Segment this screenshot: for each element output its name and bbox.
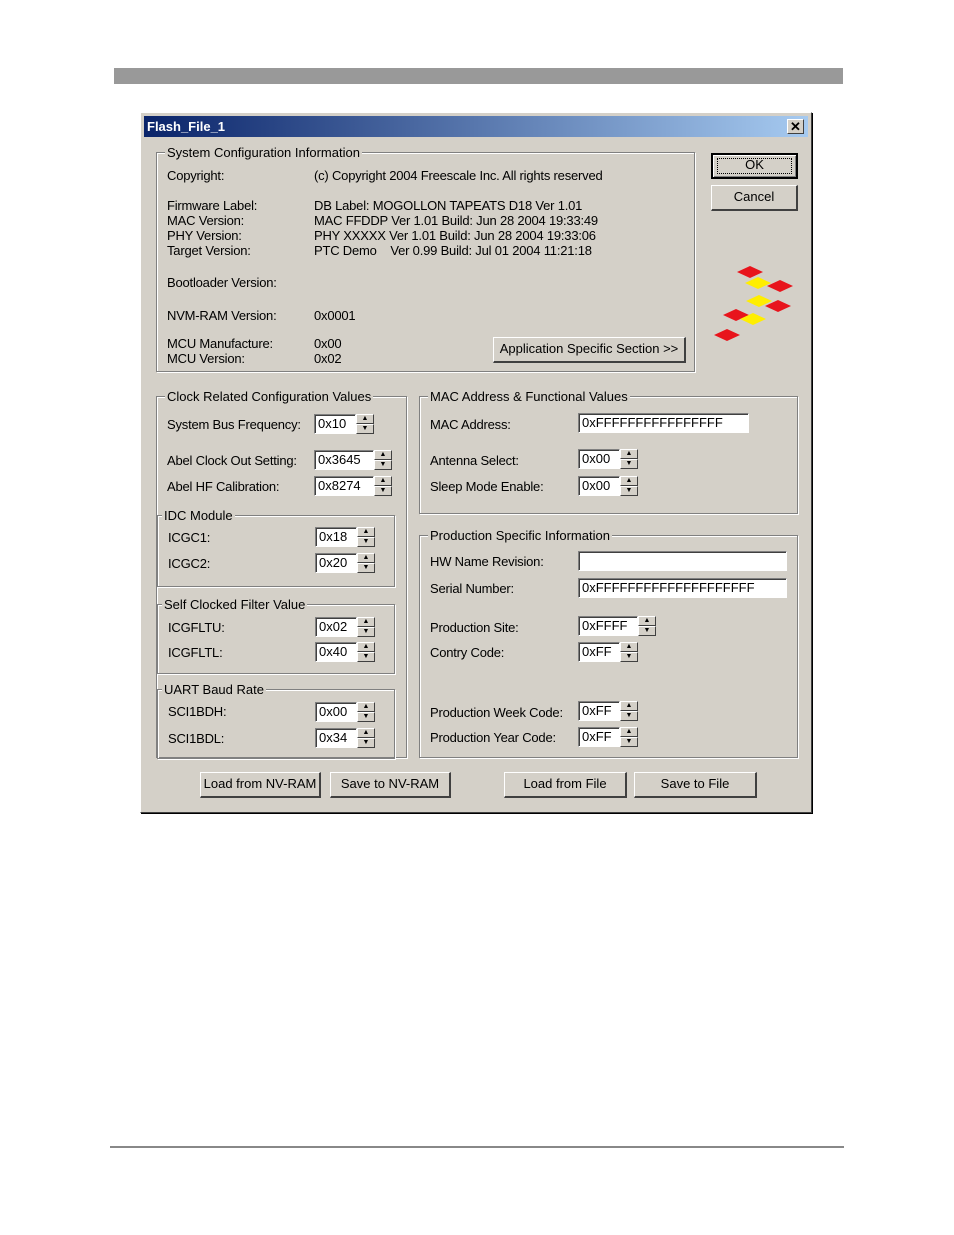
group-legend: MAC Address & Functional Values [430,389,628,404]
filter-value-group [157,597,395,674]
flash-file-dialog [140,112,812,813]
serial-number-label: Serial Number: [430,581,514,596]
spin-up-icon[interactable]: ▲ [620,449,638,459]
sleep-mode-spinner[interactable] [620,476,638,496]
country-code-input[interactable]: 0xFF [578,642,620,662]
sci1bdh-label: SCI1BDH: [168,704,227,719]
nvm-version-label: NVM-RAM Version: [167,308,277,323]
spin-down-icon[interactable]: ▼ [357,712,375,722]
sci1bdl-input[interactable]: 0x34 [315,728,357,748]
save-to-nvram-button[interactable]: Save to NV-RAM [330,772,451,798]
copyright-value: (c) Copyright 2004 Freescale Inc. All rights reserved [314,168,603,183]
target-version-value: PTC Demo Ver 0.99 Build: Jul 01 2004 11:21:18 [314,243,592,258]
system-config-group [156,145,695,372]
clock-config-group [156,389,407,758]
spin-up-icon[interactable]: ▲ [620,727,638,737]
spin-up-icon[interactable]: ▲ [638,616,656,626]
application-specific-section-button[interactable]: Application Specific Section >> [493,337,686,363]
spin-up-icon[interactable]: ▲ [620,476,638,486]
year-code-label: Production Year Code: [430,730,556,745]
system-bus-input[interactable]: 0x10 [314,414,356,434]
spin-up-icon[interactable]: ▲ [374,450,392,460]
spin-up-icon[interactable]: ▲ [374,476,392,486]
spin-up-icon[interactable]: ▲ [357,527,375,537]
production-site-spinner[interactable] [638,616,656,636]
group-legend: IDC Module [164,508,233,523]
sci1bdl-spinner[interactable] [357,728,375,748]
spin-up-icon[interactable]: ▲ [620,642,638,652]
icgc2-spinner[interactable] [357,553,375,573]
mcu-version-value: 0x02 [314,351,342,366]
week-code-input[interactable]: 0xFF [578,701,620,721]
mac-address-label: MAC Address: [430,417,511,432]
icgfltl-spinner[interactable] [357,642,375,662]
antenna-select-label: Antenna Select: [430,453,519,468]
abel-clock-label: Abel Clock Out Setting: [167,453,297,468]
mac-version-value: MAC FFDDP Ver 1.01 Build: Jun 28 2004 19:33:49 [314,213,598,228]
icgc2-label: ICGC2: [168,556,211,571]
spin-down-icon[interactable]: ▼ [620,737,638,747]
mcu-manufacture-value: 0x00 [314,336,342,351]
icgc1-label: ICGC1: [168,530,211,545]
mcu-manufacture-label: MCU Manufacture: [167,336,273,351]
spin-down-icon[interactable]: ▼ [638,626,656,636]
system-bus-label: System Bus Frequency: [167,417,301,432]
icgfltu-input[interactable]: 0x02 [315,617,357,637]
cancel-button[interactable]: Cancel [711,185,798,211]
system-bus-spinner[interactable] [356,414,374,434]
sci1bdh-spinner[interactable] [357,702,375,722]
sleep-mode-label: Sleep Mode Enable: [430,479,544,494]
window-title: Flash_File_1 [147,119,226,134]
icgc1-input[interactable]: 0x18 [315,527,357,547]
serial-number-input[interactable]: 0xFFFFFFFFFFFFFFFFFFFF [578,578,787,598]
hw-name-label: HW Name Revision: [430,554,544,569]
spin-down-icon[interactable]: ▼ [620,652,638,662]
abel-clock-input[interactable]: 0x3645 [314,450,374,470]
freescale-logo-icon [711,258,801,348]
abel-hf-input[interactable]: 0x8274 [314,476,374,496]
mac-address-input[interactable]: 0xFFFFFFFFFFFFFFFF [578,413,749,433]
icgc1-spinner[interactable] [357,527,375,547]
phy-version-value: PHY XXXXX Ver 1.01 Build: Jun 28 2004 19:33:06 [314,228,596,243]
ok-button[interactable] [711,153,798,179]
sci1bdh-input[interactable]: 0x00 [315,702,357,722]
group-legend: Self Clocked Filter Value [164,597,306,612]
ok-label: OK [745,157,764,172]
production-info-group [419,528,798,758]
spin-up-icon[interactable]: ▲ [357,642,375,652]
close-icon: ✕ [790,119,801,134]
spin-up-icon[interactable]: ▲ [357,617,375,627]
phy-version-label: PHY Version: [167,228,242,243]
idc-module-group [157,508,395,587]
abel-hf-spinner[interactable] [374,476,392,496]
hw-name-input[interactable] [578,551,787,571]
spin-down-icon[interactable]: ▼ [620,459,638,469]
spin-down-icon[interactable]: ▼ [356,424,374,434]
sci1bdl-label: SCI1BDL: [168,731,225,746]
nvm-version-value: 0x0001 [314,308,356,323]
spin-down-icon[interactable]: ▼ [620,486,638,496]
spin-up-icon[interactable]: ▲ [357,728,375,738]
icgc2-input[interactable]: 0x20 [315,553,357,573]
mcu-version-label: MCU Version: [167,351,245,366]
load-from-nvram-button[interactable]: Load from NV-RAM [200,772,321,798]
group-legend: UART Baud Rate [164,682,264,697]
logo-diamonds [714,266,793,341]
close-button[interactable] [787,119,804,134]
antenna-select-spinner[interactable] [620,449,638,469]
country-code-spinner[interactable] [620,642,638,662]
bootloader-version-label: Bootloader Version: [167,275,277,290]
spin-down-icon[interactable]: ▼ [357,537,375,547]
country-code-label: Contry Code: [430,645,505,660]
spin-down-icon[interactable]: ▼ [357,627,375,637]
save-to-file-button[interactable]: Save to File [634,772,757,798]
page-footer-rule [110,1146,844,1148]
spin-down-icon[interactable]: ▼ [357,652,375,662]
spin-down-icon[interactable]: ▼ [357,563,375,573]
firmware-value: DB Label: MOGOLLON TAPEATS D18 Ver 1.01 [314,198,583,213]
icgfltu-label: ICGFLTU: [168,620,225,635]
spin-up-icon[interactable]: ▲ [357,702,375,712]
group-legend: System Configuration Information [167,145,360,160]
uart-baud-group [157,682,395,759]
page-header-bar [114,68,843,84]
firmware-label: Firmware Label: [167,198,258,213]
spin-down-icon[interactable]: ▼ [357,738,375,748]
year-code-spinner[interactable] [620,727,638,747]
spin-up-icon[interactable]: ▲ [356,414,374,424]
abel-clock-spinner[interactable] [374,450,392,470]
abel-hf-label: Abel HF Calibration: [167,479,280,494]
week-code-spinner[interactable] [620,701,638,721]
sleep-mode-input[interactable]: 0x00 [578,476,620,496]
title-bar[interactable] [144,116,808,137]
focus-ring [717,158,792,174]
antenna-select-input[interactable]: 0x00 [578,449,620,469]
icgfltl-input[interactable]: 0x40 [315,642,357,662]
week-code-label: Production Week Code: [430,705,563,720]
copyright-label: Copyright: [167,168,225,183]
production-site-label: Production Site: [430,620,519,635]
mac-version-label: MAC Version: [167,213,245,228]
target-version-label: Target Version: [167,243,251,258]
production-site-input[interactable]: 0xFFFF [578,616,638,636]
group-legend: Clock Related Configuration Values [167,389,372,404]
mac-address-group [419,389,798,514]
spin-down-icon[interactable]: ▼ [374,486,392,496]
spin-down-icon[interactable]: ▼ [620,711,638,721]
group-legend: Production Specific Information [430,528,610,543]
icgfltu-spinner[interactable] [357,617,375,637]
icgfltl-label: ICGFLTL: [168,645,223,660]
year-code-input[interactable]: 0xFF [578,727,620,747]
spin-up-icon[interactable]: ▲ [620,701,638,711]
spin-down-icon[interactable]: ▼ [374,460,392,470]
spin-up-icon[interactable]: ▲ [357,553,375,563]
load-from-file-button[interactable]: Load from File [504,772,627,798]
